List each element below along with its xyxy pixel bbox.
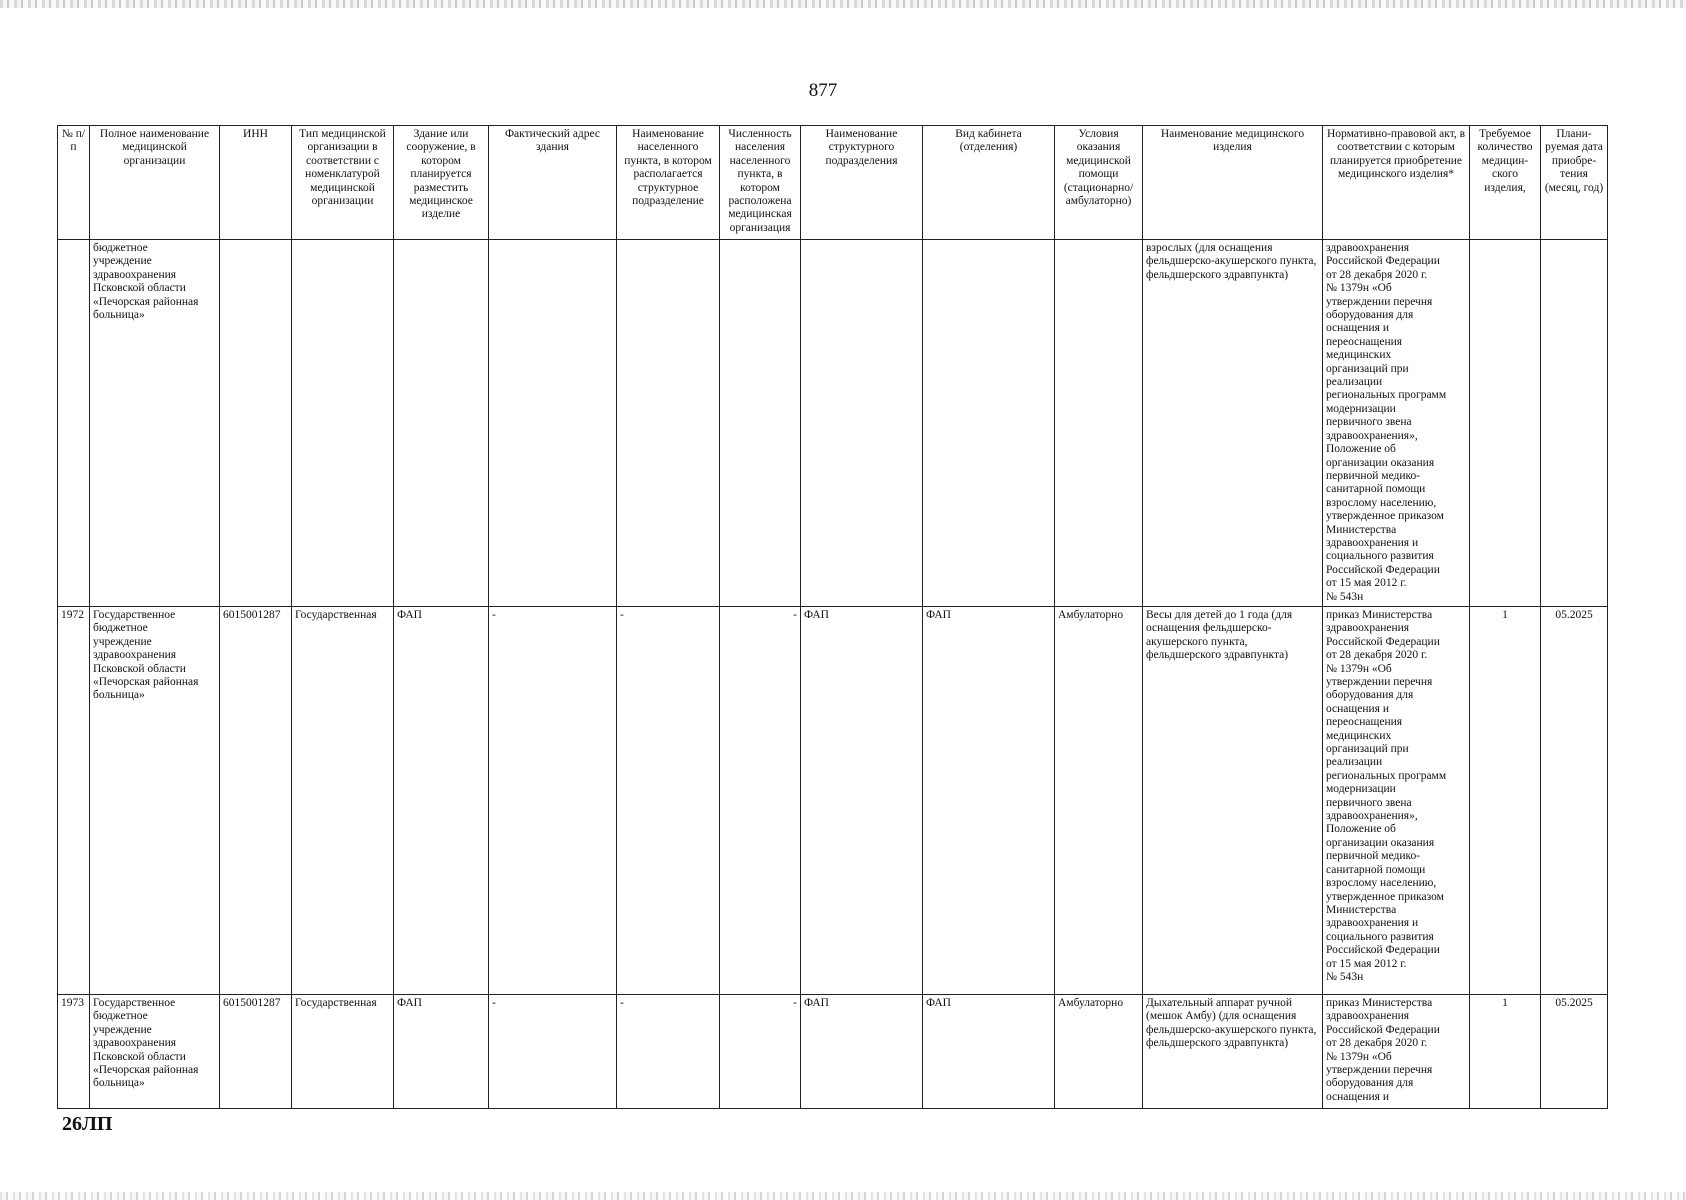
cell-settlement [617,240,720,607]
cell-conditions: Амбулаторно [1055,606,1143,994]
cell-building: ФАП [394,606,489,994]
header-subdivision: Наименование структурного подразделения [801,126,923,240]
cell-subdivision [801,240,923,607]
cell-qty [1470,240,1541,607]
cell-type: Государственная [292,606,394,994]
header-inn: ИНН [220,126,292,240]
header-conditions: Условия оказания медицинской помощи (стационарно/ амбулаторно) [1055,126,1143,240]
cell-conditions: Амбулаторно [1055,994,1143,1108]
cell-inn: 6015001287 [220,994,292,1108]
header-cabinet: Вид кабинета (отделения) [923,126,1055,240]
page-number: 877 [808,80,838,101]
cell-date: 05.2025 [1541,994,1608,1108]
header-settlement: Наименование населенного пункта, в котором располагается структурное подразделение [617,126,720,240]
header-num: № п/п [58,126,90,240]
cell-inn: 6015001287 [220,606,292,994]
cell-date: 05.2025 [1541,606,1608,994]
cell-population: - [720,994,801,1108]
table-row [58,606,1608,994]
cell-address [489,240,617,607]
cell-org: Государственное бюджетное учреждение здравоохранения Псковской области «Печорская районная больница» [90,606,220,994]
header-population: Численность населения населенного пункта, в котором расположена медицинская организация [720,126,801,240]
cell-act: приказ Министерства здравоохранения Российской Федерации от 28 декабря 2020 г. № 1379н «Об утверждении перечня оборудования для оснащения и [1323,994,1470,1108]
cell-settlement: - [617,606,720,994]
cell-org: бюджетное учреждение здравоохранения Псковской области «Печорская районная больница» [90,240,220,607]
cell-num: 1973 [58,994,90,1108]
cell-population [720,240,801,607]
header-org: Полное наименование медицинской организации [90,126,220,240]
cell-subdivision: ФАП [801,606,923,994]
table-header-row [58,126,1608,240]
cell-address: - [489,994,617,1108]
cell-building [394,240,489,607]
cell-building: ФАП [394,994,489,1108]
cell-act: здравоохранения Российской Федерации от 28 декабря 2020 г. № 1379н «Об утверждении перечня оборудования для оснащения и переоснащения медицинских организаций при реализации региональных программ модернизации первичного звена здравоохранения», Положение об организации оказания первичной медико- санитарной помощи взрослому населению, утвержденное приказом Министерства здравоохранения и социального развития Российской Федерации от 15 мая 2012 г. № 543н [1323,240,1470,607]
header-date: Плани-руемая дата приобре-тения (месяц, год) [1541,126,1608,240]
cell-num [58,240,90,607]
cell-population: - [720,606,801,994]
cell-cabinet: ФАП [923,994,1055,1108]
header-device: Наименование медицинского изделия [1143,126,1323,240]
header-qty: Требуемое количество медицин-ского изделия, [1470,126,1541,240]
cell-type: Государственная [292,994,394,1108]
header-address: Фактический адрес здания [489,126,617,240]
cell-settlement: - [617,994,720,1108]
cell-cabinet: ФАП [923,606,1055,994]
header-building: Здание или сооружение, в котором планируется разместить медицинское изделие [394,126,489,240]
header-type: Тип медицинской организации в соответствии с номенклатурой медицинской организации [292,126,394,240]
scan-edge-bottom [0,1192,1686,1200]
table-row [58,240,1608,607]
cell-qty: 1 [1470,606,1541,994]
equipment-table [57,125,1608,1109]
cell-device: взрослых (для оснащения фельдшерско-акушерского пункта, фельдшерского здравпункта) [1143,240,1323,607]
table-row [58,994,1608,1108]
cell-address: - [489,606,617,994]
cell-device: Дыхательный аппарат ручной (мешок Амбу) (для оснащения фельдшерско-акушерского пункта, фельдшерского здравпункта) [1143,994,1323,1108]
cell-conditions [1055,240,1143,607]
cell-num: 1972 [58,606,90,994]
header-act: Нормативно-правовой акт, в соответствии с которым планируется приобретение медицинского изделия* [1323,126,1470,240]
scan-edge-top [0,0,1686,8]
cell-qty: 1 [1470,994,1541,1108]
cell-type [292,240,394,607]
cell-inn [220,240,292,607]
cell-date [1541,240,1608,607]
cell-act: приказ Министерства здравоохранения Российской Федерации от 28 декабря 2020 г. № 1379н «Об утверждении перечня оборудования для оснащения и переоснащения медицинских организаций при реализации региональных программ модернизации первичного звена здравоохранения», Положение об организации оказания первичной медико- санитарной помощи взрослому населению, утвержденное приказом Министерства здравоохранения и социального развития Российской Федерации от 15 мая 2012 г. № 543н [1323,606,1470,994]
cell-device: Весы для детей до 1 года (для оснащения фельдшерско-акушерского пункта, фельдшерского здравпункта) [1143,606,1323,994]
cell-cabinet [923,240,1055,607]
footer-code: 26ЛП [62,1113,113,1135]
cell-subdivision: ФАП [801,994,923,1108]
cell-org: Государственное бюджетное учреждение здравоохранения Псковской области «Печорская районная больница» [90,994,220,1108]
